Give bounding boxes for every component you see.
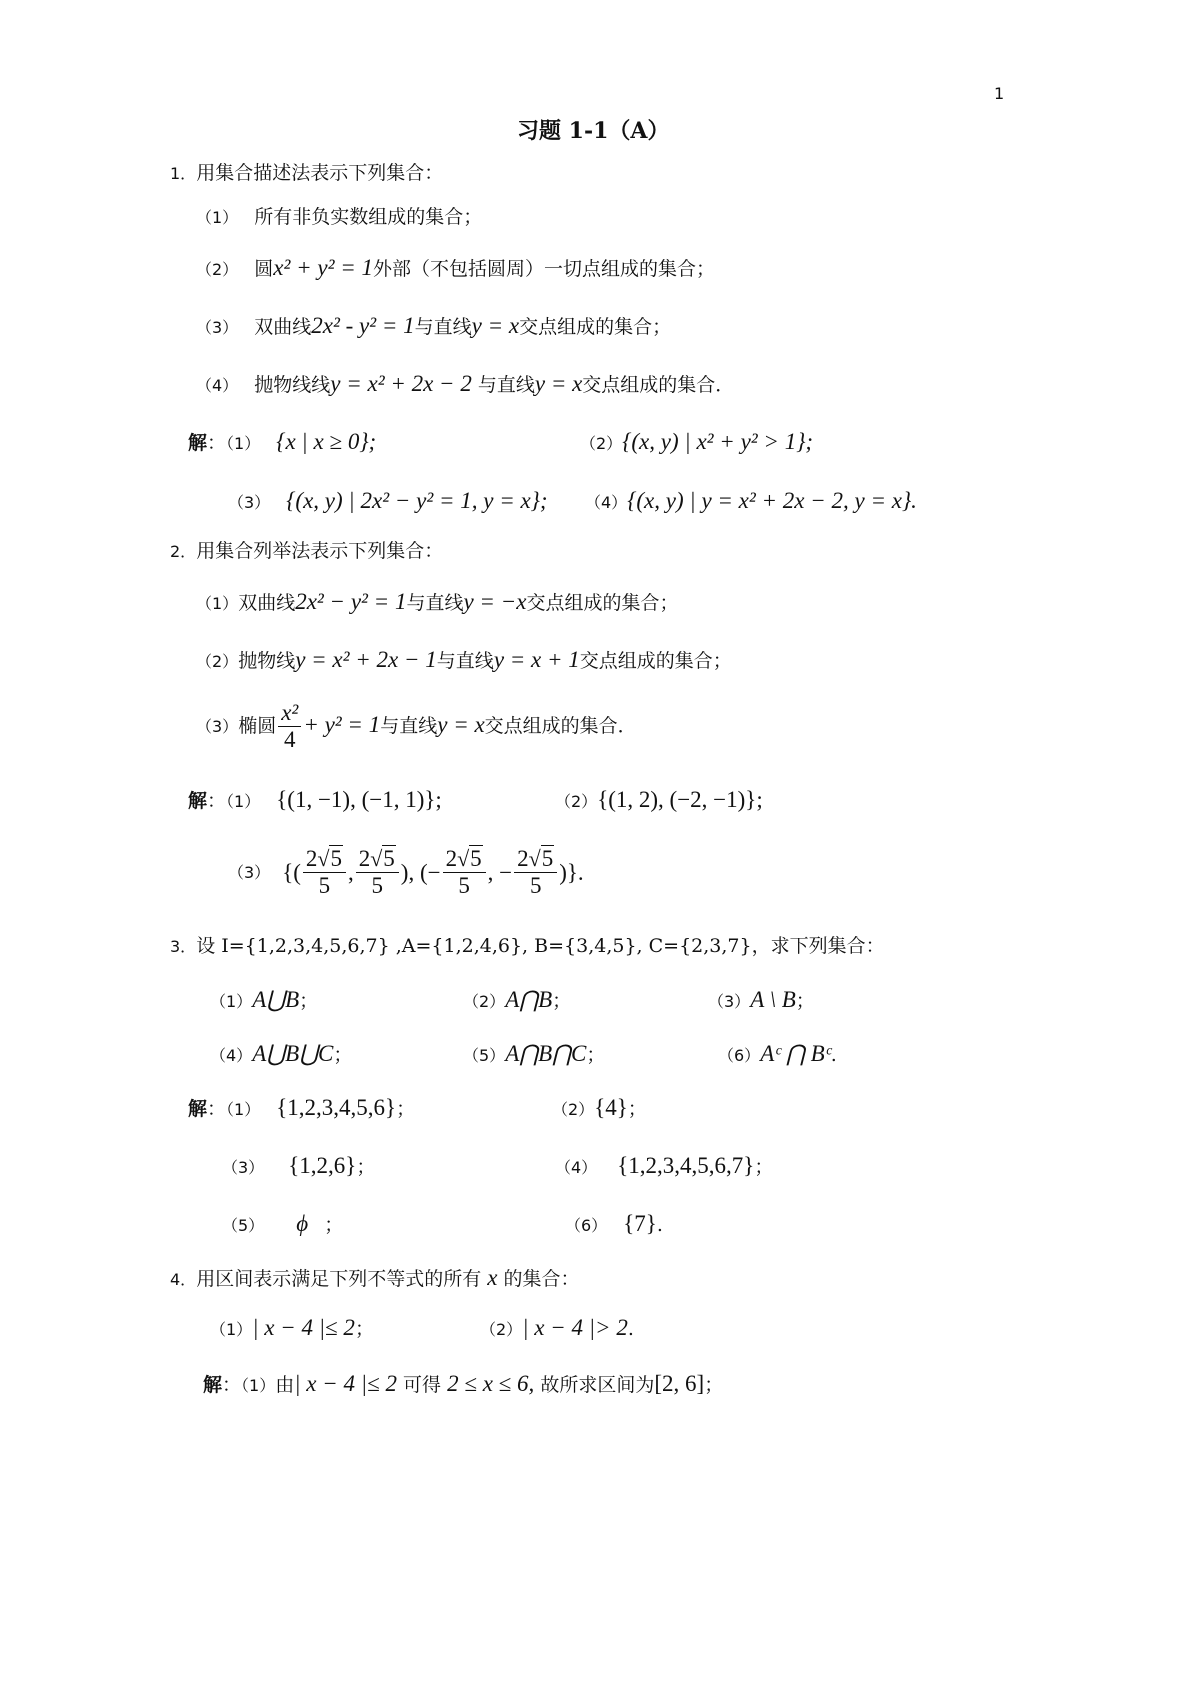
q2-solution-row-1 — [188, 786, 442, 814]
item-math: | x − 4 |≤ 2 — [252, 1315, 355, 1340]
solution-item-label: （3） — [228, 493, 271, 512]
solution-item-label: （2） — [580, 434, 623, 453]
item-math-2: y = x — [437, 711, 485, 737]
q3-item-4 — [210, 1040, 352, 1068]
fraction-denominator: 5 — [318, 873, 331, 899]
item-pre: 抛物线线 — [254, 374, 331, 396]
q3-solution-5 — [222, 1210, 343, 1238]
solution-math-3: [2, 6] — [654, 1371, 705, 1396]
item-label: （3） — [196, 318, 239, 337]
fraction-numerator: 2√5 — [443, 846, 486, 873]
item-post: ； — [299, 990, 319, 1012]
item-label: （4） — [196, 376, 239, 395]
item-post: 交点组成的集合． — [582, 374, 735, 396]
item-label: （5） — [463, 1046, 506, 1065]
solution-math: | x − 4 |≤ 2 — [294, 1371, 397, 1396]
item-label: （2） — [196, 652, 239, 671]
solution-label: 解 — [203, 1374, 223, 1396]
solution-math: {(x, y) | 2x² − y² = 1, y = x}; — [286, 488, 548, 513]
item-label: （3） — [196, 716, 239, 736]
page-title: 习题 1-1（A） — [517, 118, 670, 144]
item-pre: 双曲线 — [238, 592, 296, 614]
question-2 — [170, 540, 443, 563]
item-label: （1） — [196, 594, 239, 613]
q1-item-4 — [196, 370, 734, 398]
q2-item-3 — [196, 700, 637, 754]
q4-item-1 — [210, 1314, 374, 1342]
fraction-1 — [303, 846, 346, 900]
solution-item-label: （3） — [228, 863, 271, 883]
fraction-denominator: 5 — [458, 873, 470, 899]
question-1 — [170, 162, 443, 185]
item-mid: 与直线 — [406, 592, 464, 614]
item-post: . — [830, 1044, 837, 1066]
solution-item-label: （6） — [565, 1216, 608, 1235]
q3-solution-3 — [222, 1152, 375, 1180]
question-3 — [170, 935, 885, 958]
item-label: （3） — [708, 992, 751, 1011]
item-label: （2） — [480, 1320, 523, 1339]
q1-item-1 — [196, 206, 482, 229]
item-math-2: y = −x — [463, 589, 527, 614]
q3-solution-6 — [565, 1210, 663, 1238]
item-post: ； — [354, 1318, 374, 1340]
solution-label: 解 — [188, 1098, 208, 1120]
item-post: . — [627, 1318, 634, 1340]
q2-item-2 — [196, 646, 732, 674]
solution-math: {7} — [623, 1211, 657, 1236]
item-math: A⋃B — [252, 987, 300, 1012]
item-math: A⋃B⋃C — [252, 1041, 334, 1066]
q3-solution-2 — [552, 1094, 647, 1122]
item-math: 2x² - y² = 1 — [311, 313, 415, 338]
question-text: 设 I={1,2,3,4,5,6,7} ,A={1,2,4,6}, B={3,4,5}, C={2,3,7}，求下列集合： — [196, 935, 885, 957]
solution-math-2: 2 ≤ x ≤ 6, — [447, 1371, 535, 1396]
solution-math: {1,2,3,4,5,6} — [276, 1095, 397, 1120]
q3-item-5 — [463, 1040, 605, 1068]
solution-item-label: （1） — [241, 1376, 276, 1395]
item-pre: 圆 — [254, 258, 274, 280]
fraction-denominator: 4 — [284, 727, 296, 753]
solution-item-label: （1） — [226, 434, 261, 453]
q3-solution-1 — [188, 1094, 415, 1122]
q2-solution-2 — [555, 786, 763, 814]
solution-colon: ： — [207, 790, 227, 812]
solution-post: ； — [704, 1374, 724, 1396]
set-open: {( — [282, 860, 301, 886]
item-post: 交点组成的集合； — [526, 592, 679, 614]
item-math: A \ B — [750, 987, 796, 1012]
item-post: 外部（不包括圆周）一切点组成的集合； — [373, 258, 716, 280]
item-label: （1） — [210, 1320, 253, 1339]
solution-colon: ： — [222, 1374, 242, 1396]
question-number: 4． — [170, 1270, 197, 1289]
solution-item-label: （3） — [222, 1158, 265, 1177]
item-pre: 椭圆 — [238, 714, 277, 737]
solution-label: 解 — [188, 432, 208, 454]
set-close: )}. — [559, 860, 584, 886]
q2-solution-3 — [228, 846, 584, 900]
q3-item-1 — [210, 986, 318, 1014]
item-post: ； — [795, 990, 815, 1012]
fraction-denominator: 5 — [529, 873, 542, 899]
item-math: A⋂B — [505, 987, 553, 1012]
solution-math: ϕ — [296, 1211, 309, 1236]
q1-item-3 — [196, 312, 671, 340]
q2-item-1 — [196, 588, 678, 616]
item-math: | x − 4 |> 2 — [522, 1315, 628, 1340]
question-variable: x — [487, 1265, 498, 1290]
item-post: 交点组成的集合； — [579, 650, 732, 672]
fraction-3 — [443, 846, 486, 900]
item-math-2: y = x — [534, 371, 583, 396]
item-post: 交点组成的集合． — [484, 714, 637, 737]
solution-pre: 由 — [275, 1374, 295, 1396]
negative-separator: , − — [487, 860, 513, 886]
item-text: 所有非负实数组成的集合； — [254, 206, 483, 228]
item-math: Aᶜ ⋂ Bᶜ — [760, 1041, 831, 1066]
solution-item-label: （4） — [585, 493, 628, 512]
fraction-4 — [514, 846, 557, 900]
solution-label: 解 — [188, 790, 208, 812]
q1-solution-row-1 — [188, 428, 376, 456]
solution-post: . — [656, 1214, 663, 1236]
q3-item-3 — [708, 986, 815, 1014]
item-post: 交点组成的集合； — [519, 316, 672, 338]
item-post: ； — [552, 990, 572, 1012]
question-number: 2． — [170, 542, 197, 561]
solution-math: {1,2,6} — [288, 1153, 357, 1178]
q1-solution-4 — [585, 487, 917, 515]
item-label: （4） — [210, 1046, 253, 1065]
item-mid: 与直线 — [436, 650, 494, 672]
item-mid: 与直线 — [477, 374, 535, 396]
item-label: （2） — [463, 992, 506, 1011]
fraction-numerator: 2√5 — [514, 846, 557, 873]
item-math: + y² = 1 — [303, 711, 381, 737]
question-text: 用区间表示满足下列不等式的所有 — [196, 1268, 482, 1290]
solution-math: {(1, −1), (−1, 1)}; — [276, 787, 442, 812]
item-math: 2x² − y² = 1 — [295, 589, 407, 614]
solution-math: {(x, y) | y = x² + 2x − 2, y = x}. — [627, 488, 917, 513]
solution-math: {x | x ≥ 0}; — [276, 429, 377, 454]
fraction-numerator: x² — [278, 700, 301, 727]
item-mid: 与直线 — [380, 714, 438, 737]
item-math: A⋂B⋂C — [505, 1041, 587, 1066]
solution-item-label: （5） — [222, 1216, 265, 1235]
question-text: 用集合列举法表示下列集合： — [196, 540, 444, 562]
fraction-2 — [356, 846, 399, 900]
item-math-2: y = x + 1 — [493, 647, 580, 672]
solution-math: {4} — [594, 1095, 628, 1120]
q4-solution-1 — [203, 1370, 723, 1398]
page-number: 1 — [994, 84, 1005, 103]
solution-post: ； — [627, 1098, 647, 1120]
question-number: 1． — [170, 164, 197, 183]
separator: , — [347, 860, 354, 886]
solution-math: {(1, 2), (−2, −1)}; — [597, 787, 763, 812]
solution-item-label: （4） — [555, 1158, 598, 1177]
item-math: y = x² + 2x − 1 — [295, 647, 437, 672]
item-mid: 与直线 — [414, 316, 472, 338]
solution-item-label: （2） — [555, 792, 598, 811]
solution-item-label: （1） — [226, 792, 261, 811]
q3-item-2 — [463, 986, 571, 1014]
solution-math: {1,2,3,4,5,6,7} — [617, 1153, 755, 1178]
solution-post: ； — [356, 1156, 376, 1178]
item-label: （6） — [718, 1046, 761, 1065]
pair-separator: ), (− — [400, 860, 441, 886]
solution-post: ； — [396, 1098, 416, 1120]
item-label: （1） — [196, 208, 239, 227]
item-label: （1） — [210, 992, 253, 1011]
fraction-numerator: 2√5 — [356, 846, 399, 873]
item-post: ； — [333, 1044, 353, 1066]
question-4 — [170, 1264, 580, 1292]
q3-item-6 — [718, 1040, 837, 1068]
question-text: 用集合描述法表示下列集合： — [196, 162, 444, 184]
q1-solution-3 — [228, 487, 548, 515]
item-pre: 双曲线 — [254, 316, 312, 338]
item-pre: 抛物线 — [238, 650, 296, 672]
solution-colon: ： — [207, 1098, 227, 1120]
item-label: （2） — [196, 260, 239, 279]
solution-mid-2: 故所求区间为 — [540, 1374, 655, 1396]
q3-solution-4 — [555, 1152, 773, 1180]
solution-post: ； — [324, 1214, 344, 1236]
question-number: 3． — [170, 937, 197, 956]
solution-post: ； — [754, 1156, 774, 1178]
fraction-denominator: 5 — [371, 873, 383, 899]
solution-item-label: （1） — [226, 1100, 261, 1119]
item-math: y = x² + 2x − 2 — [330, 371, 472, 396]
solution-item-label: （2） — [552, 1100, 595, 1119]
q1-solution-2 — [580, 428, 813, 456]
solution-math: {(x, y) | x² + y² > 1}; — [622, 429, 814, 454]
solution-colon: ： — [207, 432, 227, 454]
item-math-2: y = x — [471, 313, 520, 338]
q4-item-2 — [480, 1314, 634, 1342]
solution-mid: 可得 — [403, 1374, 442, 1396]
item-math: x² + y² = 1 — [273, 255, 373, 280]
fraction-numerator: 2√5 — [303, 846, 346, 873]
q1-item-2 — [196, 254, 715, 282]
item-post: ； — [586, 1044, 606, 1066]
question-text-post: 的集合： — [503, 1268, 580, 1290]
fraction — [278, 700, 301, 754]
